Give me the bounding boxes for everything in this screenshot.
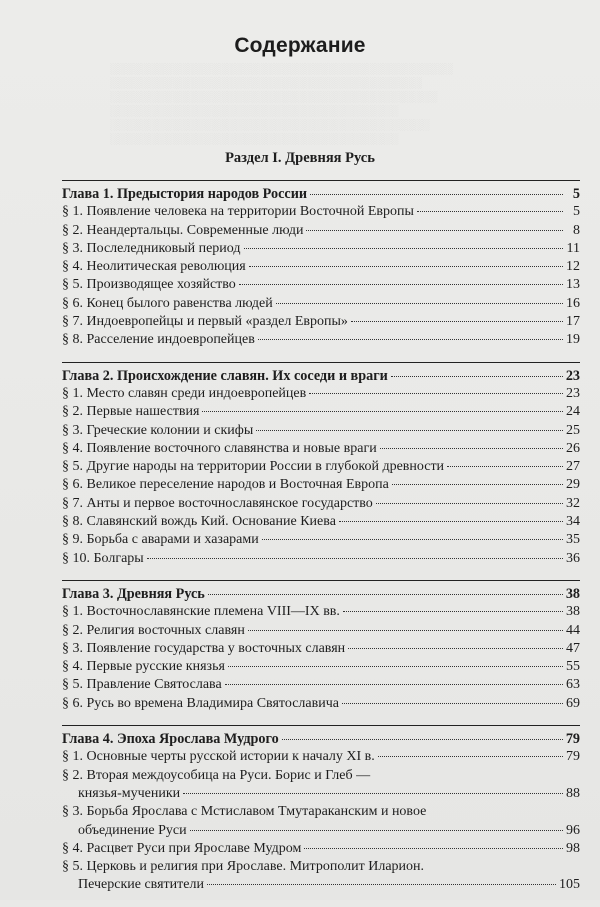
toc-entry[interactable]: [62, 422, 580, 440]
dot-leader: [202, 411, 563, 412]
page-number: 55: [566, 659, 580, 675]
chapter-block: [62, 580, 580, 713]
toc-entry-label-cont: Печерские святители: [78, 877, 204, 893]
toc-entry-label: § 3. Греческие колонии и скифы: [62, 422, 254, 438]
page-number: 17: [566, 314, 580, 330]
dot-leader: [147, 558, 563, 559]
dot-leader: [343, 611, 563, 612]
toc-entry-label: § 7. Индоевропейцы и первый «раздел Европы»: [62, 314, 348, 330]
toc-entry[interactable]: [62, 258, 580, 276]
toc-entry[interactable]: [62, 513, 580, 531]
dot-leader: [282, 739, 563, 740]
toc-entry[interactable]: [62, 440, 580, 458]
toc-entry-label: § 8. Расселение индоевропейцев: [62, 332, 255, 348]
page-number: 16: [566, 295, 580, 311]
toc-entry-label: § 6. Великое переселение народов и Восточная Европа: [62, 477, 389, 493]
toc-entry-label: § 3. Борьба Ярослава с Мстиславом Тмутараканским и новое: [62, 804, 427, 820]
dot-leader: [376, 503, 563, 504]
page-number: 13: [566, 277, 580, 293]
page-number: 98: [566, 840, 580, 856]
toc-entry-label: § 6. Русь во времена Владимира Святославича: [62, 695, 339, 711]
page-number: 29: [566, 477, 580, 493]
chapter-heading-row[interactable]: [62, 585, 580, 603]
toc-entry[interactable]: [62, 748, 580, 766]
dot-leader: [256, 430, 563, 431]
toc-entry[interactable]: [62, 240, 580, 258]
toc-entry[interactable]: [62, 840, 580, 858]
toc-entry-label: § 1. Восточнославянские племена VIII—IX вв.: [62, 604, 340, 620]
dot-leader: [447, 466, 563, 467]
chapter-block: [62, 725, 580, 895]
dot-leader: [348, 648, 563, 649]
toc-entry[interactable]: [62, 403, 580, 421]
toc-entry[interactable]: [62, 676, 580, 694]
toc-entry[interactable]: [62, 495, 580, 513]
chapter-heading: Глава 1. Предыстория народов России: [62, 186, 308, 202]
dot-leader: [304, 848, 563, 849]
page-number: 88: [566, 785, 580, 801]
dot-leader: [380, 448, 563, 449]
page-number: 5: [573, 204, 580, 220]
page-number: 44: [566, 622, 580, 638]
toc-entry[interactable]: [62, 550, 580, 568]
toc-entry-label: § 2. Неандертальцы. Современные люди: [62, 222, 304, 238]
page-title: Содержание: [234, 34, 366, 57]
toc-entry-label: § 7. Анты и первое восточнославянское государство: [62, 495, 373, 511]
toc-entry-label: § 1. Место славян среди индоевропейцев: [62, 385, 307, 401]
toc-entry[interactable]: [62, 295, 580, 313]
page-number: 79: [565, 731, 580, 748]
chapter-heading-row[interactable]: [62, 185, 580, 203]
page-number: 19: [566, 332, 580, 348]
dot-leader: [392, 484, 563, 485]
toc-entry-label: § 5. Другие народы на территории России в глубокой древности: [62, 459, 445, 475]
chapter-heading-row[interactable]: [62, 730, 580, 748]
dot-leader: [228, 666, 563, 667]
page-number: 8: [573, 222, 580, 238]
toc-entry-label: § 1. Появление человека на территории Восточной Европы: [62, 204, 414, 220]
toc-entry-label: § 3. Послеледниковый период: [62, 240, 241, 256]
toc-entry-line[interactable]: [62, 767, 580, 785]
toc-entry-label-cont: князья-мученики: [78, 785, 181, 801]
dot-leader: [244, 248, 563, 249]
toc-entry-continuation[interactable]: [62, 876, 580, 894]
dot-leader: [208, 594, 563, 595]
page-number: 105: [559, 877, 580, 893]
toc-entry[interactable]: [62, 331, 580, 349]
toc-entry[interactable]: [62, 695, 580, 713]
page-number: 24: [566, 404, 580, 420]
toc-entry-label: § 5. Церковь и религия при Ярославе. Митрополит Иларион.: [62, 859, 425, 875]
toc-entry-label: § 5. Производящее хозяйство: [62, 277, 236, 293]
page-number: 23: [565, 367, 580, 384]
toc-entry-continuation[interactable]: [62, 785, 580, 803]
page-number: 34: [566, 514, 580, 530]
toc-entry[interactable]: [62, 385, 580, 403]
dot-leader: [417, 211, 563, 212]
page-number: 26: [566, 440, 580, 456]
toc-entry-label: § 3. Появление государства у восточных славян: [62, 640, 346, 656]
toc-entry-label: § 9. Борьба с аварами и хазарами: [62, 532, 259, 548]
dot-leader: [183, 793, 563, 794]
page-number: 11: [566, 240, 580, 256]
toc-entry[interactable]: [62, 622, 580, 640]
toc-entry[interactable]: [62, 658, 580, 676]
toc-entry-label: § 4. Неолитическая революция: [62, 259, 246, 275]
toc-entry-label: § 6. Конец былого равенства людей: [62, 295, 273, 311]
dot-leader: [276, 303, 563, 304]
toc-entry[interactable]: [62, 476, 580, 494]
dot-leader: [207, 884, 556, 885]
toc-entry[interactable]: [62, 640, 580, 658]
dot-leader: [309, 393, 563, 394]
toc-entry[interactable]: [62, 276, 580, 294]
page-number: 36: [566, 550, 580, 566]
chapter-heading: Глава 3. Древняя Русь: [62, 585, 205, 602]
toc-entry[interactable]: [62, 603, 580, 621]
toc-entry-continuation[interactable]: [62, 822, 580, 840]
toc-entry-label: § 4. Появление восточного славянства и новые враги: [62, 440, 377, 456]
toc-entry[interactable]: [62, 531, 580, 549]
dot-leader: [351, 321, 563, 322]
page-number: 23: [566, 385, 580, 401]
section-heading: Раздел I. Древняя Русь: [225, 150, 375, 166]
page-number: 63: [566, 677, 580, 693]
page-number: 12: [566, 259, 580, 275]
bleed-through-texture: ░░░░░░░░░░░░░░░░░░░░░░░░░░░░░░░░░░░░░░░░░░░░ ░░░░░░░░░░░░░░░░░░░░░░░░░░░░░░░░░░░░░░░░ ░░░░░░░░░░░░░░░░░░░░░░░░░░░░░░░░░░░░░░░░░░ ░░░░░░░░░░░░░░░░░░░░░░░░░░░░░░░░░░░░░ ░░░░░░░░░░░░░░░░░░░░░░░░░░░░░░░░░░░░░░░░░ ░░░░░░░░░░░░░░░░░░░░░░░░░░░░░░░░░░░░░: [110, 63, 453, 145]
page-number: 69: [566, 695, 580, 711]
page-number: 32: [566, 495, 580, 511]
page-number: 38: [565, 585, 580, 602]
toc-entry[interactable]: [62, 222, 580, 240]
toc-entry-label: § 5. Правление Святослава: [62, 677, 222, 693]
chapter-heading: Глава 4. Эпоха Ярослава Мудрого: [62, 731, 279, 748]
page-number: 27: [566, 459, 580, 475]
dot-leader: [310, 194, 563, 195]
toc-entry[interactable]: [62, 458, 580, 476]
dot-leader: [306, 230, 563, 231]
toc-entry-line[interactable]: [62, 803, 580, 821]
chapter-heading: Глава 2. Происхождение славян. Их соседи и враги: [62, 367, 388, 384]
page-number: 25: [566, 422, 580, 438]
chapter-heading-row[interactable]: [62, 367, 580, 385]
toc-entry-label: § 2. Первые нашествия: [62, 404, 200, 420]
dot-leader: [249, 266, 563, 267]
toc-entry-label: § 4. Расцвет Руси при Ярославе Мудром: [62, 840, 302, 856]
page-number: 5: [572, 186, 580, 202]
dot-leader: [225, 684, 563, 685]
page-number: 35: [566, 532, 580, 548]
page-number: 79: [566, 749, 580, 765]
dot-leader: [190, 830, 563, 831]
table-of-contents: [62, 180, 580, 907]
toc-entry[interactable]: [62, 313, 580, 331]
dot-leader: [258, 339, 563, 340]
dot-leader: [239, 284, 563, 285]
page-number: 47: [566, 640, 580, 656]
toc-entry-label: § 4. Первые русские князья: [62, 659, 225, 675]
dot-leader: [342, 703, 563, 704]
page-number: 38: [566, 604, 580, 620]
toc-entry-label: § 10. Болгары: [62, 550, 144, 566]
toc-entry-label: § 2. Религия восточных славян: [62, 622, 245, 638]
toc-entry-label: § 8. Славянский вождь Кий. Основание Киева: [62, 514, 336, 530]
toc-entry-label: § 2. Вторая междоусобица на Руси. Борис и Глеб —: [62, 767, 371, 783]
toc-entry[interactable]: [62, 203, 580, 221]
toc-entry-label: § 1. Основные черты русской истории к началу XI в.: [62, 749, 375, 765]
chapter-block: [62, 362, 580, 568]
dot-leader: [339, 521, 563, 522]
dot-leader: [248, 630, 563, 631]
dot-leader: [262, 539, 563, 540]
toc-entry-label-cont: объединение Руси: [78, 822, 187, 838]
dot-leader: [378, 756, 563, 757]
dot-leader: [391, 376, 563, 377]
chapter-block: [62, 180, 580, 350]
toc-entry-line[interactable]: [62, 858, 580, 876]
page-number: 96: [566, 822, 580, 838]
